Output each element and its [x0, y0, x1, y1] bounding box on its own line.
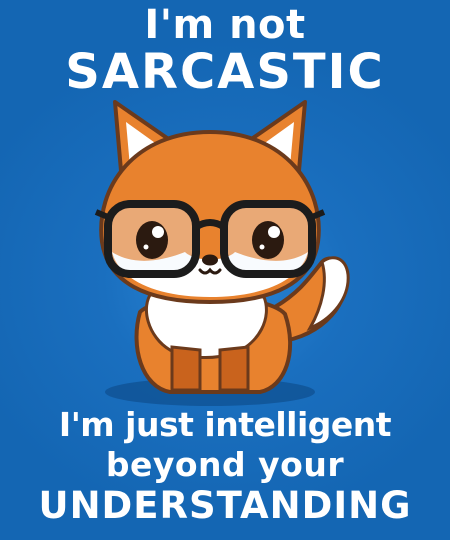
headline-bottom-line-3: UNDERSTANDING [38, 484, 412, 527]
headline-bottom-line-1: I'm just intelligent [58, 405, 392, 444]
headline-top-line-1: I'm not [144, 2, 306, 48]
headline-top-line-2: SARCASTIC [65, 44, 385, 100]
headline-bottom-line-2: beyond your [105, 445, 345, 484]
fox-with-glasses-icon [60, 92, 390, 410]
